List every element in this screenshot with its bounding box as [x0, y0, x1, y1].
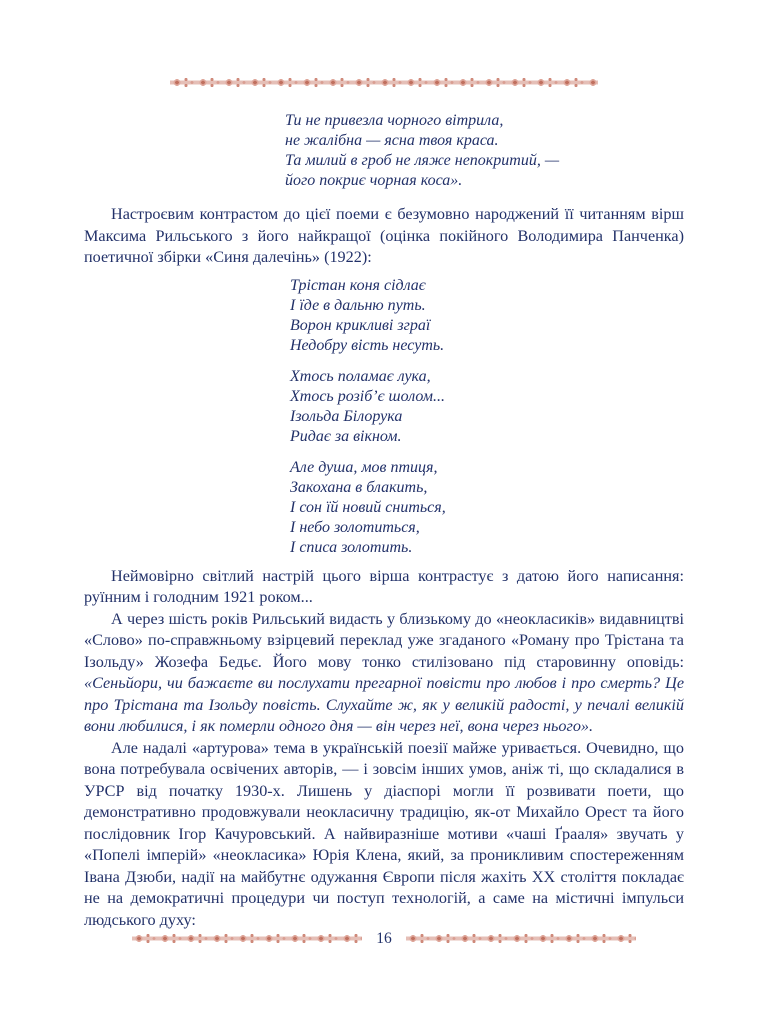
verse-line: І сон їй новий сниться, [290, 498, 446, 516]
ornament-footer-left [132, 932, 362, 945]
ornament-top-border [170, 76, 598, 89]
rylsky-verse [290, 276, 684, 558]
paragraph-bedier-translation [84, 609, 684, 738]
verse-line: його покриє чорная коса». [285, 172, 463, 189]
page-footer [84, 931, 684, 946]
verse-line: І небо золотиться, [290, 518, 420, 536]
verse-line: Ти не привезла чорного вітрила, [285, 112, 504, 129]
verse-line: Ворон крикливі зграї [290, 316, 431, 334]
page-number: 16 [376, 930, 392, 947]
paragraph-bedier-italic-quote: «Сеньйори, чи бажаєте ви послухати прегарної повісти про любов і про смерть? Це про Трістана та Ізольду повість. Слухайте ж, як у великій радості, у печалі великій вони любилися, і як померли одного дня — він через неї, вона через нього». [84, 674, 684, 735]
verse-line: Та милий в гроб не ляже непокритий, — [285, 152, 560, 169]
verse-line: не жалібна — ясна твоя краса. [285, 132, 499, 149]
verse-line: І їде в дальню путь. [290, 296, 426, 314]
epigraph-verse [285, 111, 684, 191]
paragraph-bedier-normal-text: А через шість років Рильський видасть у близькому до «неокласиків» видавництві «Слово» по-справжньому взірцевий переклад уже згаданого «Роману про Трістана та Ізольду» Жозефа Бедьє. Його мову тонко стилізовано під старовинну оповідь: [84, 609, 684, 671]
verse-line: Закохана в блакить, [290, 478, 428, 496]
verse-line: Ізольда Білорука [290, 407, 403, 425]
verse-line: Але душа, мов птиця, [290, 458, 438, 476]
verse-line: Трістан коня сідлає [290, 276, 426, 294]
verse-stanza [290, 458, 684, 558]
verse-stanza [290, 276, 684, 356]
paragraph-intro-rylsky: Настроєвим контрастом до цієї поеми є безумовно народжений її читанням вірш Максима Рильського з його найкращої (оцінка покійного Володимира Панченка) поетичної збірки «Синя далечінь» (1922): [84, 205, 684, 266]
paragraph-arthurian-theme: Але надалі «артурова» тема в українській поезії майже уривається. Очевидно, що вона потребувала освічених авторів, — і зовсім інших умов, аніж ті, що складалися в УРСР від початку 1930-х. Лишень у діаспорі могли її розвивати поети, що демонстративно продовжували неокласичну традицію, як-от Михайло Орест та його послідовник Ігор Качуровський. А найвиразніше мотиви «чаші Ґрааля» звучать у «Попелі імперій» «неокласика» Юрія Клена, який, за проникливим спостереженням Івана Дзюби, надії на майбутнє одужання Європи після жахіть ХХ століття покладає не на демократичні процедури чи поступ технологій, а саме на містичні імпульси людського духу: [84, 738, 684, 929]
verse-line: Недобру вість несуть. [290, 336, 445, 354]
verse-line: Хтось розіб’є шолом... [290, 387, 445, 405]
ornament-footer-right [406, 932, 636, 945]
verse-line: Хтось поламає лука, [290, 367, 431, 385]
verse-line: І списа золотить. [290, 538, 413, 556]
verse-line: Ридає за вікном. [290, 427, 402, 445]
paragraph-contrast-1921: Неймовірно світлий настрій цього вірша контрастує з датою його написання: руїнним і голодним 1921 роком... [84, 566, 684, 606]
verse-stanza [290, 367, 684, 447]
